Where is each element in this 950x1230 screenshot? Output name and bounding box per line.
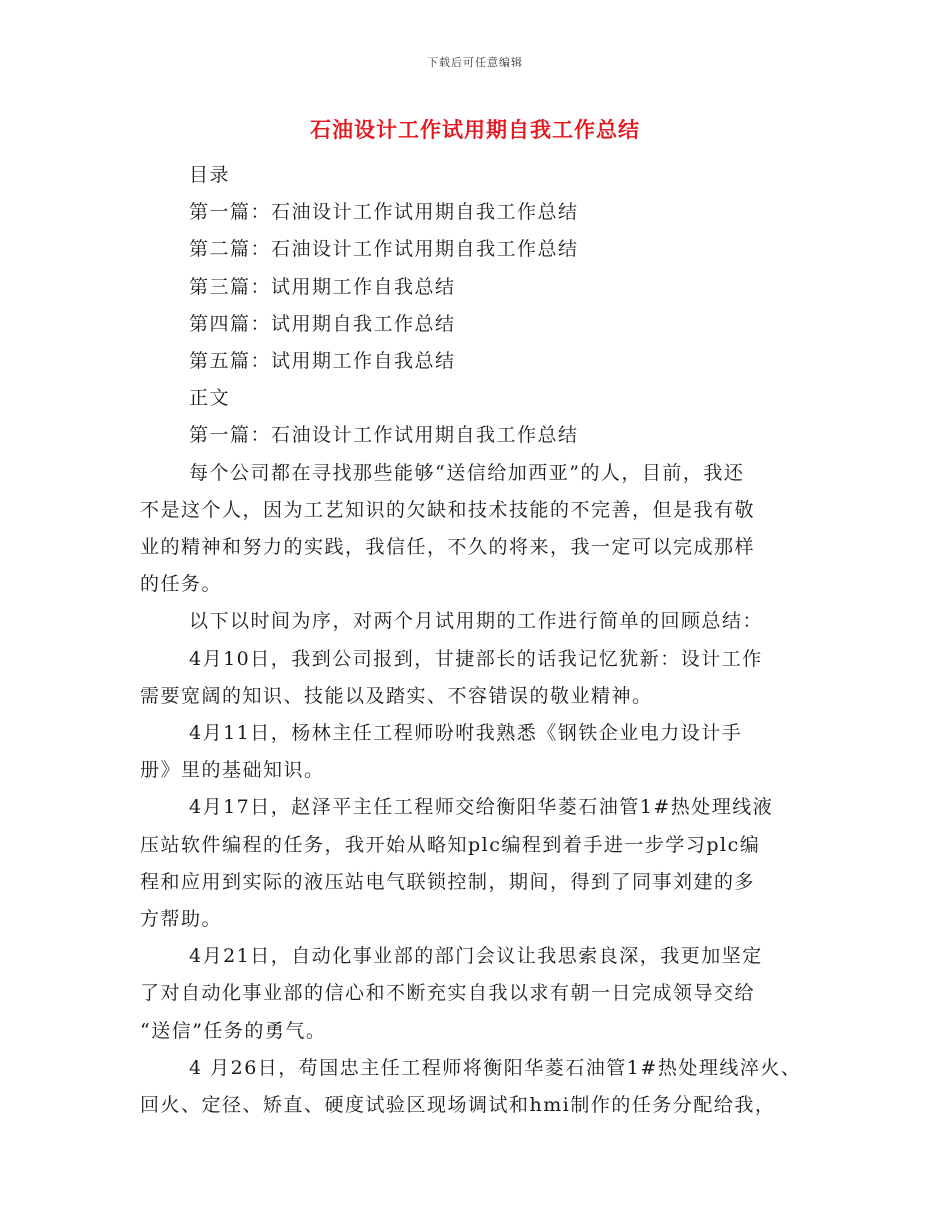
paragraph-apr-10 — [140, 641, 830, 715]
paragraph-line: 4月11日，杨林主任工程师吩咐我熟悉《钢铁企业电力设计手 — [189, 722, 743, 745]
paragraph-intro — [140, 455, 830, 604]
toc-label: 目录 — [189, 164, 231, 186]
paragraph-line: 以下以时间为序，对两个月试用期的工作进行简单的回顾总结： — [189, 610, 764, 633]
paragraph-line: 4月21日，自动化事业部的部门会议让我思索良深，我更加坚定 — [189, 945, 763, 968]
document-title: 石油设计工作试用期自我工作总结 — [310, 117, 640, 142]
paragraph-line: 业的精神和努力的实践，我信任，不久的将来，我一定可以完成那样 — [140, 536, 756, 559]
paragraph-line: 册》里的基础知识。 — [140, 759, 325, 782]
paragraph-line: 4月10日，我到公司报到，甘捷部长的话我记忆犹新：设计工作 — [189, 647, 763, 670]
paragraph-line: 压站软件编程的任务，我开始从略知plc编程到着手进一步学习plc编 — [140, 833, 761, 856]
paragraph-apr-11 — [140, 715, 830, 789]
document-body — [140, 157, 830, 1124]
paragraph-apr-21 — [140, 938, 830, 1050]
paragraph-line: 的任务。 — [140, 573, 223, 596]
paragraph-apr-17 — [140, 789, 830, 938]
toc-item-1: 第一篇：石油设计工作试用期自我工作总结 — [189, 201, 579, 224]
paragraph-line: “送信”任务的勇气。 — [140, 1019, 327, 1042]
paragraph-line: 4 月26日，苟国忠主任工程师将衡阳华菱石油管1#热处理线淬火、 — [189, 1056, 802, 1079]
toc-item-3: 第三篇：试用期工作自我总结 — [189, 275, 456, 298]
paragraph-line: 不是这个人，因为工艺知识的欠缺和技术技能的不完善，但是我有敬 — [140, 498, 756, 521]
page-header: 下载后可任意编辑 — [427, 56, 523, 69]
paragraph-line: 回火、定径、矫直、硬度试验区现场调试和hmi制作的任务分配给我， — [140, 1094, 776, 1117]
paragraph-line: 程和应用到实际的液压站电气联锁控制，期间，得到了同事刘建的多 — [140, 870, 756, 893]
toc-item-4: 第四篇：试用期自我工作总结 — [189, 312, 456, 335]
toc-item-2: 第二篇：石油设计工作试用期自我工作总结 — [189, 238, 579, 261]
paragraph-line: 了对自动化事业部的信心和不断充实自我以求有朝一日完成领导交给 — [140, 982, 756, 1005]
paragraph-line: 4月17日，赵泽平主任工程师交给衡阳华菱石油管1#热处理线液 — [189, 796, 774, 819]
body-label: 正文 — [189, 387, 231, 410]
paragraph-line: 每个公司都在寻找那些能够“送信给加西亚”的人，目前，我还 — [189, 461, 745, 484]
paragraph-apr-26 — [140, 1050, 830, 1124]
paragraph-timeline-intro — [140, 603, 830, 640]
first-section-heading: 第一篇：石油设计工作试用期自我工作总结 — [189, 424, 579, 447]
paragraph-line: 方帮助。 — [140, 908, 223, 931]
toc-item-5: 第五篇：试用期工作自我总结 — [189, 350, 456, 373]
paragraph-line: 需要宽阔的知识、技能以及踏实、不容错误的敬业精神。 — [140, 684, 653, 707]
